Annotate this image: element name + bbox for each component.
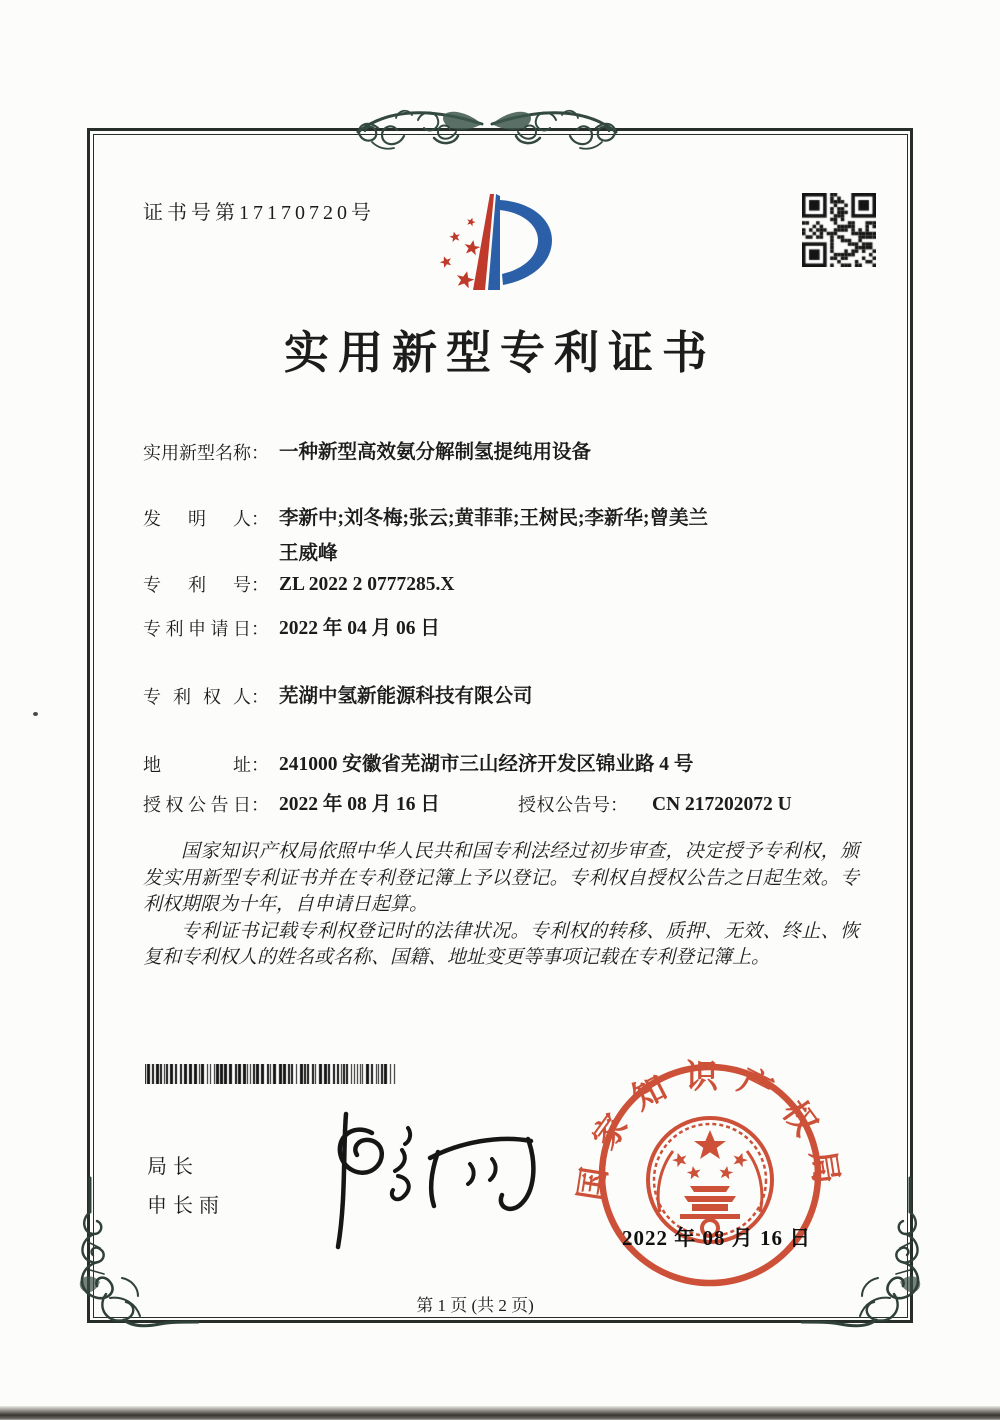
field-value: 2022 年 04 月 06 日 [279, 618, 440, 639]
field-colon: ： [251, 795, 269, 815]
field-label: 实用新型名称 [143, 443, 251, 463]
field-row-inventors [143, 507, 708, 531]
field-label: 授权公告日 [143, 795, 251, 815]
field-value: CN 217202072 U [652, 794, 792, 815]
field-label: 授权公告号 [518, 795, 610, 815]
field-colon: ： [610, 795, 628, 815]
field-colon: ： [251, 509, 269, 529]
legal-paragraph-1: 国家知识产权局依照中华人民共和国专利法经过初步审查，决定授予专利权，颁发实用新型专利证书并在专利登记簿上予以登记。专利权自授权公告之日起生效。专利权期限为十年，自申请日起算。 [143, 841, 859, 915]
field-colon: ： [251, 575, 269, 595]
page-number: 第 1 页 (共 2 页) [416, 1296, 534, 1315]
cnipa-patent-logo-icon [430, 188, 570, 310]
field-colon: ： [251, 755, 269, 775]
field-value: 芜湖中氢新能源科技有限公司 [279, 686, 533, 707]
field-colon: ： [251, 687, 269, 707]
commissioner-role: 局长 [147, 1156, 199, 1178]
field-row-grant-date [143, 793, 440, 817]
field-colon: ： [251, 619, 269, 639]
field-label: 专利号 [143, 575, 251, 595]
cnipa-official-seal [573, 1050, 847, 1310]
bottom-left-ornament-icon [70, 1178, 200, 1338]
certificate-title: 实用新型专利证书 [283, 328, 716, 378]
barcode [145, 1064, 397, 1084]
qr-code [802, 193, 876, 267]
legal-paragraph-2: 专利证书记载专利权登记时的法律状况。专利权的转移、质押、无效、终止、恢复和专利权人的姓名或名称、国籍、地址变更等事项记载在专利登记簿上。 [143, 920, 859, 968]
field-row-patentee [143, 685, 533, 709]
field-value-inventors-line2: 王威峰 [279, 543, 338, 564]
certificate-number: 证书号第17170720号 [143, 202, 375, 224]
field-value: 241000 安徽省芜湖市三山经济开发区锦业路 4 号 [279, 754, 694, 775]
commissioner-name: 申长雨 [147, 1195, 225, 1217]
field-value: 李新中;刘冬梅;张云;黄菲菲;王树民;李新华;曾美兰 [279, 508, 708, 529]
top-ornament-icon [356, 102, 618, 158]
scan-speck [33, 712, 38, 716]
field-label: 专利申请日 [143, 619, 251, 639]
field-value: 2022 年 08 月 16 日 [279, 794, 440, 815]
scan-bottom-edge [0, 1406, 1000, 1420]
field-label: 地址 [143, 755, 251, 775]
field-row-filing-date [143, 617, 440, 641]
field-label: 发明人 [143, 509, 251, 529]
seal-authority-text: 国家知识产权局 [573, 1059, 847, 1204]
svg-text:国家知识产权局 [573, 1059, 846, 1204]
field-row-patent-number [143, 573, 455, 597]
signature-shen-changyu-icon [300, 1100, 560, 1250]
field-row-grant-number [518, 793, 792, 817]
field-value: ZL 2022 2 0777285.X [279, 574, 455, 595]
field-value: 一种新型高效氨分解制氢提纯用设备 [279, 442, 592, 463]
field-row-utility-name [143, 441, 591, 465]
seal-date: 2022 年 08 月 16 日 [622, 1226, 812, 1250]
field-label: 专利权人 [143, 687, 251, 707]
field-colon: ： [251, 443, 269, 463]
field-row-address [143, 753, 693, 777]
legal-text [143, 839, 859, 972]
